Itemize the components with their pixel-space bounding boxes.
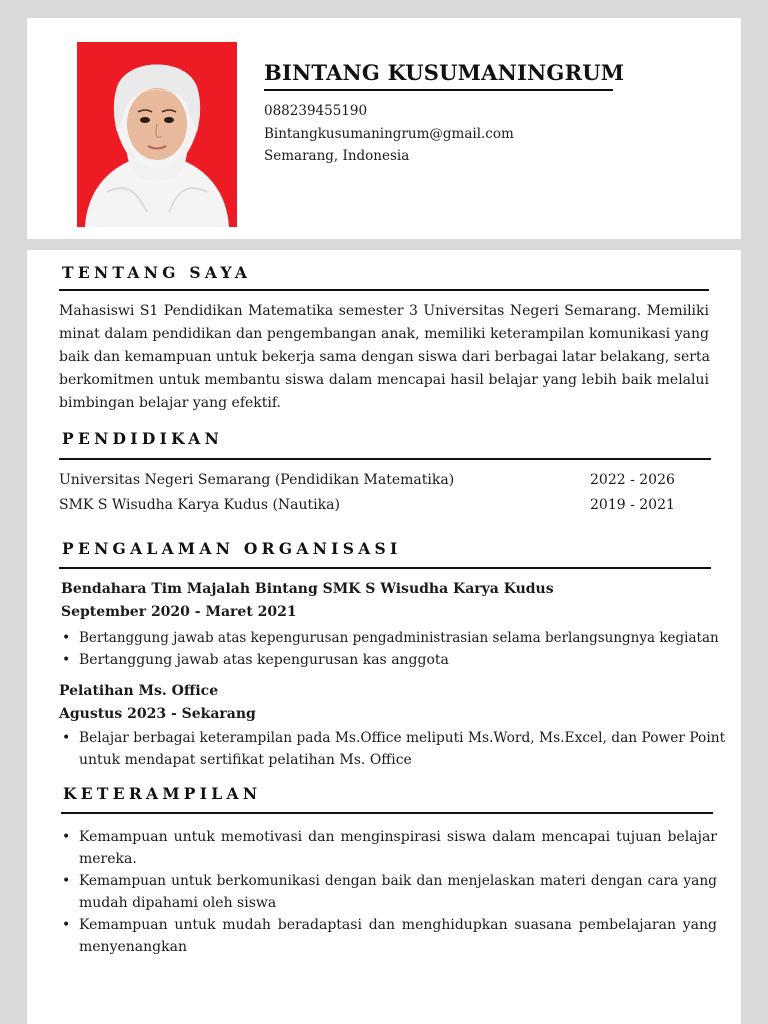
organization-bullets: [59, 627, 719, 671]
full-name: BINTANG KUSUMANINGRUM: [264, 60, 625, 85]
list-item: • Kemampuan untuk mudah beradaptasi dan menghidupkan suasana pembelajaran yang menyenangkan: [59, 914, 717, 958]
bullet-icon: •: [62, 730, 71, 746]
about-line: baik dan kemampuan untuk bekerja sama dengan siswa dari berbagai latar belakang, serta: [59, 349, 710, 365]
organization-period: Agustus 2023 - Sekarang: [59, 706, 256, 722]
education-rule: [59, 458, 711, 460]
skills-heading: KETERAMPILAN: [63, 784, 262, 803]
about-line: minat dalam pendidikan dan pengembangan anak, memiliki keterampilan komunikasi yang: [59, 326, 709, 342]
list-item: • Belajar berbagai keterampilan pada Ms.Office meliputi Ms.Word, Ms.Excel, dan Power Point untuk mendapat sertifikat pelatihan Ms. Office: [59, 727, 725, 771]
organization-heading: PENGALAMAN ORGANISASI: [62, 539, 402, 558]
email-address: Bintangkusumaningrum@gmail.com: [264, 126, 514, 142]
list-item: • Kemampuan untuk berkomunikasi dengan baik dan menjelaskan materi dengan cara yang mudah dipahami oleh siswa: [59, 870, 717, 914]
education-school: Universitas Negeri Semarang (Pendidikan Matematika): [59, 472, 455, 488]
skills-rule: [61, 812, 713, 814]
about-line: bimbingan belajar yang efektif.: [59, 395, 282, 411]
organization-bullets: [59, 727, 725, 771]
organization-period: September 2020 - Maret 2021: [61, 604, 297, 620]
list-item: • Kemampuan untuk memotivasi dan menginspirasi siswa dalam mencapai tujuan belajar mereka.: [59, 826, 717, 870]
bullet-icon: •: [62, 873, 71, 889]
about-line: Mahasiswi S1 Pendidikan Matematika semester 3 Universitas Negeri Semarang. Memiliki: [59, 303, 709, 319]
about-line: berkomitmen untuk membantu siswa dalam mencapai hasil belajar yang lebih baik melalui: [59, 372, 709, 388]
bullet-icon: •: [62, 652, 71, 668]
bullet-icon: •: [62, 917, 71, 933]
education-heading: PENDIDIKAN: [62, 429, 224, 448]
list-item: • Bertanggung jawab atas kepengurusan kas anggota: [59, 649, 719, 671]
bullet-icon: •: [62, 829, 71, 845]
organization-role: Pelatihan Ms. Office: [59, 683, 219, 699]
skills-bullets: [59, 826, 717, 958]
about-heading: TENTANG SAYA: [62, 263, 252, 282]
about-paragraph: [59, 300, 709, 415]
about-rule: [59, 289, 709, 291]
phone-number: 088239455190: [264, 103, 368, 119]
profile-photo: [77, 42, 237, 227]
organization-rule: [59, 567, 711, 569]
location: Semarang, Indonesia: [264, 148, 410, 164]
list-item: • Bertanggung jawab atas kepengurusan pengadministrasian selama berlangsungnya kegiatan: [59, 627, 719, 649]
education-years: 2019 - 2021: [590, 497, 675, 513]
profile-photo-illustration: [77, 42, 237, 227]
education-years: 2022 - 2026: [590, 472, 675, 488]
organization-role: Bendahara Tim Majalah Bintang SMK S Wisudha Karya Kudus: [61, 581, 554, 597]
name-underline: [264, 89, 613, 91]
bullet-icon: •: [62, 630, 71, 646]
education-school: SMK S Wisudha Karya Kudus (Nautika): [59, 497, 340, 513]
